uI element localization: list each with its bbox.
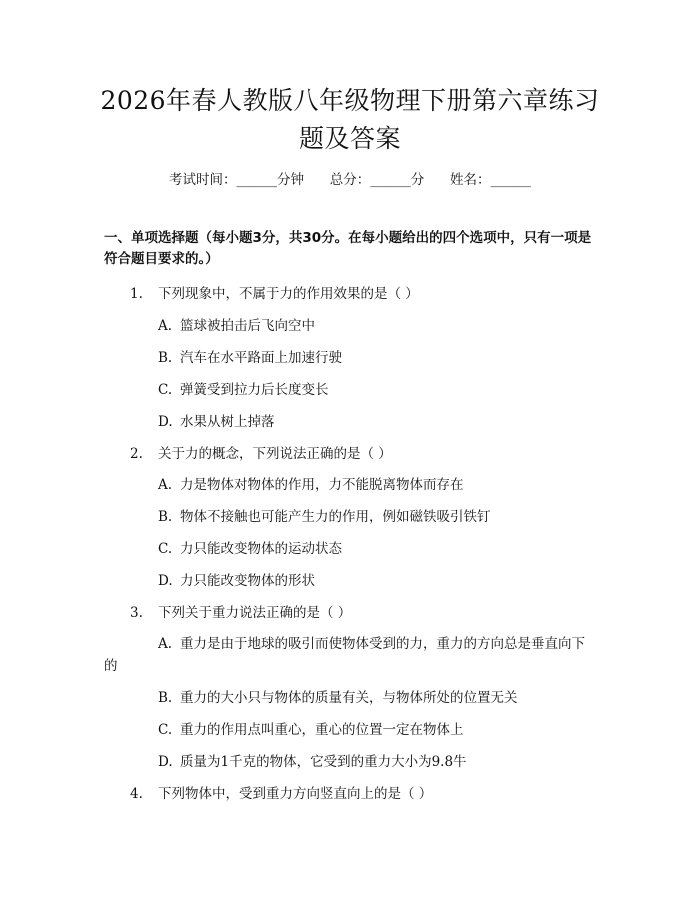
question-number: 2. (130, 446, 143, 462)
option-letter: A. (158, 477, 173, 493)
option-letter: A. (158, 636, 173, 652)
option-letter: C. (158, 541, 173, 557)
option-letter: B. (158, 509, 173, 525)
option-2a (158, 473, 464, 493)
option-text: 重力的大小只与物体的质量有关，与物体所处的位置无关 (180, 690, 518, 706)
option-text: 力只能改变物体的形状 (180, 573, 315, 589)
question-2 (130, 442, 392, 462)
option-letter: A. (158, 318, 173, 334)
option-text: 篮球被拍击后飞向空中 (180, 318, 315, 334)
question-number: 1. (130, 286, 143, 302)
option-2c (158, 537, 342, 557)
option-text: 质量为1千克的物体，它受到的重力大小为9.8牛 (180, 754, 467, 770)
question-text: 下列物体中，受到重力方向竖直向上的是（ ） (158, 786, 433, 802)
option-2b (158, 505, 491, 525)
section-heading: 一、单项选择题（每小题3分，共30分。在每小题给出的四个选项中，只有一项是符合题目要求的。） (104, 230, 592, 267)
exam-meta-line: 考试时间：______分钟 总分：______分 姓名：______ (169, 172, 531, 188)
option-text: 重力是由于地球的吸引而使物体受到的力，重力的方向总是垂直向下 (180, 636, 585, 652)
option-letter: C. (158, 382, 173, 398)
option-letter: B. (158, 690, 173, 706)
question-text: 关于力的概念，下列说法正确的是（ ） (158, 446, 392, 462)
option-3d (158, 750, 467, 770)
option-text: 重力的作用点叫重心，重心的位置一定在物体上 (180, 722, 464, 738)
option-3a (158, 632, 585, 652)
option-2d (158, 569, 315, 589)
question-3 (130, 601, 351, 621)
option-1a (158, 314, 315, 334)
option-letter: D. (158, 414, 173, 430)
question-4 (130, 782, 432, 802)
option-1c (158, 378, 329, 398)
option-3c (158, 718, 464, 738)
option-letter: B. (158, 350, 173, 366)
question-text: 下列现象中，不属于力的作用效果的是（ ） (158, 286, 419, 302)
question-number: 4. (130, 786, 143, 802)
option-text: 水果从树上掉落 (180, 414, 275, 430)
option-letter: D. (158, 754, 173, 770)
option-text: 物体不接触也可能产生力的作用，例如磁铁吸引铁钉 (180, 509, 491, 525)
question-text: 下列关于重力说法正确的是（ ） (158, 605, 352, 621)
option-text: 力只能改变物体的运动状态 (180, 541, 342, 557)
option-letter: D. (158, 573, 173, 589)
option-3b (158, 686, 518, 706)
option-text: 弹簧受到拉力后长度变长 (180, 382, 329, 398)
option-text: 力是物体对物体的作用，力不能脱离物体而存在 (180, 477, 464, 493)
option-1d (158, 410, 275, 430)
document-title: 2026年春人教版八年级物理下册第六章练习题及答案 (100, 86, 600, 153)
question-1 (130, 282, 419, 302)
option-letter: C. (158, 722, 173, 738)
option-1b (158, 346, 342, 366)
option-3a-wrap: 的 (104, 658, 118, 674)
question-number: 3. (130, 605, 143, 621)
option-text: 汽车在水平路面上加速行驶 (180, 350, 342, 366)
